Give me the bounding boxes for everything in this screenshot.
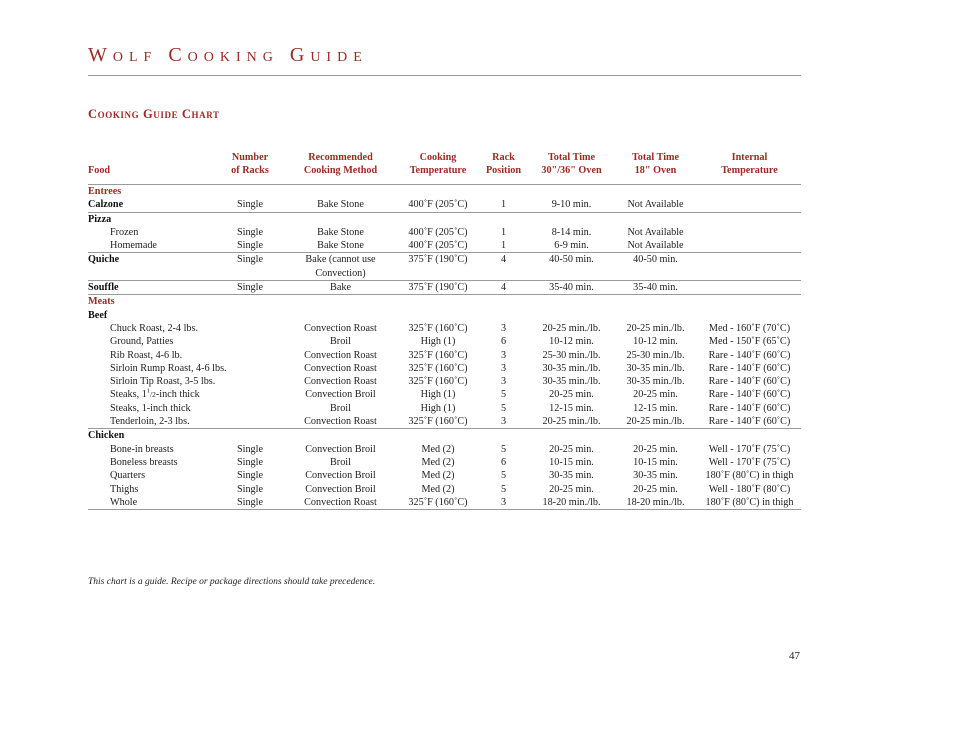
section-title: Cooking Guide Chart [88,107,220,121]
racks-cell: Single [236,199,264,211]
time30-cell: 12-15 min. [549,402,594,414]
time18-cell: Not Available [627,199,684,211]
method-cell: Broil [330,336,351,348]
internal-cell [698,198,801,212]
header-cooking-temperature: Cooking Temperature [409,152,467,176]
time18-cell: 40-50 min. [633,254,678,266]
temperature-cell: 325˚F (160˚C) [408,322,468,334]
temperature-cell: Med (2) [421,470,455,482]
racks-cell [218,322,282,335]
time30-cell: 8-14 min. [551,226,592,238]
table-row [88,239,801,253]
table-row [88,402,801,415]
food-cell: Ground, Patties [110,336,174,348]
time18-cell: 30-35 min. [633,470,678,482]
group-label: Beef [88,309,108,321]
food-cell: Sirloin Tip Roast, 3-5 lbs. [110,376,216,388]
temperature-cell: Med (2) [421,456,455,468]
rack-cell: 6 [500,456,507,468]
header-number-of-racks: Number of Racks [231,152,269,176]
rack-cell: 5 [500,389,507,401]
time30-cell: 6-9 min. [554,240,589,252]
group-label: Chicken [88,430,125,442]
table-row [88,456,801,469]
rack-cell: 5 [500,402,507,414]
time18-cell: 30-35 min./lb. [626,376,685,388]
time30-cell: 20-25 min. [549,443,594,455]
temperature-cell: 375˚F (190˚C) [408,254,468,266]
internal-cell: Rare - 140˚F (60˚C) [708,389,791,401]
internal-cell: Med - 160˚F (70˚C) [708,322,791,334]
time18-cell: 20-25 min. [633,483,678,495]
racks-cell: Single [236,282,264,294]
food-cell: Bone-in breasts [110,443,174,455]
time18-cell: 20-25 min./lb. [626,322,685,334]
table-row [88,226,801,239]
racks-cell [218,402,282,415]
cooking-guide-table [88,151,801,510]
table-row [88,443,801,456]
food-cell: Quiche [88,254,120,266]
rack-cell: 6 [500,336,507,348]
method-cell: Bake Stone [317,240,364,252]
time18-cell: 35-40 min. [633,282,678,294]
rack-cell: 5 [500,470,507,482]
table-row [88,483,801,496]
internal-cell: 180˚F (80˚C) in thigh [705,470,794,482]
method-cell: Convection Roast [304,376,377,388]
food-cell: Homemade [110,240,157,252]
rack-cell: 4 [500,282,507,294]
racks-cell: Single [236,226,264,238]
rack-cell: 3 [500,376,507,388]
header-total-time-18: Total Time 18" Oven [631,152,680,176]
internal-cell: Well - 170˚F (75˚C) [708,443,791,455]
food-cell: Calzone [88,199,124,211]
time30-cell: 30-35 min./lb. [542,362,601,374]
table-row [88,349,801,362]
food-cell: Thighs [110,483,139,495]
time30-cell: 40-50 min. [549,254,594,266]
racks-cell [218,349,282,362]
time18-cell: 10-12 min. [633,336,678,348]
rack-cell: 3 [500,349,507,361]
row-divider [88,510,801,511]
temperature-cell: 325˚F (160˚C) [408,376,468,388]
temperature-cell: Med (2) [421,483,455,495]
food-cell: Souffle [88,282,119,294]
chicken-rows [88,443,801,510]
internal-cell [698,239,801,253]
food-cell: Rib Roast, 4-6 lb. [110,349,183,361]
time30-cell: 30-35 min. [549,470,594,482]
header-rack-position: Rack Position [485,152,522,176]
time30-cell: 20-25 min./lb. [542,416,601,428]
table-row [88,415,801,429]
internal-cell: 180˚F (80˚C) in thigh [705,496,794,508]
category-row-entrees [88,185,801,198]
method-cell: Convection Broil [305,470,376,482]
food-cell: Chuck Roast, 2-4 lbs. [110,322,199,334]
time30-cell: 10-12 min. [549,336,594,348]
food-cell: Frozen [110,226,139,238]
time18-cell: 10-15 min. [633,456,678,468]
internal-cell [698,226,801,239]
internal-cell: Well - 170˚F (75˚C) [708,456,791,468]
header-internal-temperature: Internal Temperature [721,152,778,176]
method-cell: Convection Broil [305,389,376,401]
time18-cell: 20-25 min./lb. [626,416,685,428]
page-number: 47 [789,650,800,662]
table-row [88,335,801,348]
internal-cell: Rare - 140˚F (60˚C) [708,376,791,388]
category-label: Meats [88,296,115,308]
internal-cell: Rare - 140˚F (60˚C) [708,402,791,414]
internal-cell: Rare - 140˚F (60˚C) [708,362,791,374]
temperature-cell: 400˚F (205˚C) [408,226,468,238]
time30-cell: 20-25 min. [549,483,594,495]
method-cell: Convection Roast [304,362,377,374]
method-cell: Bake Stone [317,226,364,238]
internal-cell: Rare - 140˚F (60˚C) [708,416,791,428]
time18-cell: 18-20 min./lb. [626,496,685,508]
rack-cell: 3 [500,362,507,374]
rack-cell: 3 [500,322,507,334]
food-cell: Tenderloin, 2-3 lbs. [110,416,190,428]
method-cell: Bake Stone [317,199,364,211]
racks-cell: Single [236,483,264,495]
table-row [88,362,801,375]
group-row-chicken [88,429,801,442]
method-cell: Convection Roast [304,349,377,361]
time18-cell: Not Available [627,240,684,252]
method-cell: Convection Broil [305,443,376,455]
temperature-cell: Med (2) [421,443,455,455]
table-row [88,198,801,212]
internal-cell: Well - 180˚F (80˚C) [708,483,791,495]
group-label: Pizza [88,213,112,225]
table-row [88,375,801,388]
table-row [88,253,801,280]
food-cell: Steaks, $1^1/2$-inch thick [110,388,200,401]
time30-cell: 30-35 min./lb. [542,376,601,388]
method-cell: Convection Roast [304,496,377,508]
method-cell: Convection Broil [305,483,376,495]
table-row [88,388,801,401]
rack-cell: 4 [500,254,507,266]
rack-cell: 3 [500,496,507,508]
category-row-meats [88,295,801,308]
rack-cell: 5 [500,443,507,455]
table-row [88,322,801,335]
time18-cell: 25-30 min./lb. [626,349,685,361]
food-cell: Boneless breasts [110,456,178,468]
header-total-time-30-36: Total Time 30"/36" Oven [541,152,602,176]
time30-cell: 20-25 min./lb. [542,322,601,334]
food-cell: Whole [110,496,138,508]
time30-cell: 20-25 min. [549,389,594,401]
temperature-cell: High (1) [420,336,456,348]
temperature-cell: 325˚F (160˚C) [408,416,468,428]
header-food: Food [88,165,111,176]
temperature-cell: 325˚F (160˚C) [408,362,468,374]
racks-cell: Single [236,456,264,468]
internal-cell: Rare - 140˚F (60˚C) [708,349,791,361]
temperature-cell: 325˚F (160˚C) [408,349,468,361]
method-cell: Convection Roast [304,322,377,334]
time30-cell: 35-40 min. [549,282,594,294]
rack-cell: 1 [500,226,507,238]
beef-rows [88,322,801,429]
table-row [88,496,801,510]
racks-cell: Single [236,443,264,455]
racks-cell [218,375,282,388]
method-cell: Broil [330,402,351,414]
racks-cell: Single [236,254,264,266]
header-cooking-method: Recommended Cooking Method [303,152,378,176]
table-row [88,469,801,482]
time30-cell: 18-20 min./lb. [542,496,601,508]
time30-cell: 10-15 min. [549,456,594,468]
title-divider [88,75,801,76]
temperature-cell: 400˚F (205˚C) [408,240,468,252]
racks-cell [218,415,282,429]
racks-cell [218,335,282,348]
racks-cell [218,362,282,375]
internal-cell: Med - 150˚F (65˚C) [708,336,791,348]
food-cell: Quarters [110,470,146,482]
racks-cell [218,388,282,401]
table-row [88,281,801,295]
time18-cell: 20-25 min. [633,389,678,401]
table-header [88,151,801,185]
temperature-cell: 375˚F (190˚C) [408,282,468,294]
rack-cell: 1 [500,199,507,211]
temperature-cell: High (1) [420,402,456,414]
food-cell: Sirloin Rump Roast, 4-6 lbs. [110,362,227,374]
temperature-cell: 325˚F (160˚C) [408,496,468,508]
racks-cell: Single [236,496,264,508]
racks-cell: Single [236,470,264,482]
temperature-cell: High (1) [420,389,456,401]
time18-cell: 20-25 min. [633,443,678,455]
time18-cell: 30-35 min./lb. [626,362,685,374]
rack-cell: 3 [500,416,507,428]
rack-cell: 1 [500,240,507,252]
method-cell: Bake (cannot use Convection) [305,254,376,279]
food-cell: Steaks, 1-inch thick [110,402,191,414]
internal-cell [698,253,801,280]
time18-cell: Not Available [627,226,684,238]
method-cell: Broil [330,456,351,468]
page-title: Wolf Cooking Guide [88,44,368,66]
rack-cell: 5 [500,483,507,495]
method-cell: Convection Roast [304,416,377,428]
racks-cell: Single [236,240,264,252]
group-row-beef [88,309,801,322]
time30-cell: 25-30 min./lb. [542,349,601,361]
internal-cell [698,281,801,295]
temperature-cell: 400˚F (205˚C) [408,199,468,211]
method-cell: Bake [330,282,351,294]
time18-cell: 12-15 min. [633,402,678,414]
category-label: Entrees [88,186,122,197]
time30-cell: 9-10 min. [551,199,592,211]
group-row-pizza [88,213,801,226]
footnote: This chart is a guide. Recipe or package directions should take precedence. [88,577,376,587]
